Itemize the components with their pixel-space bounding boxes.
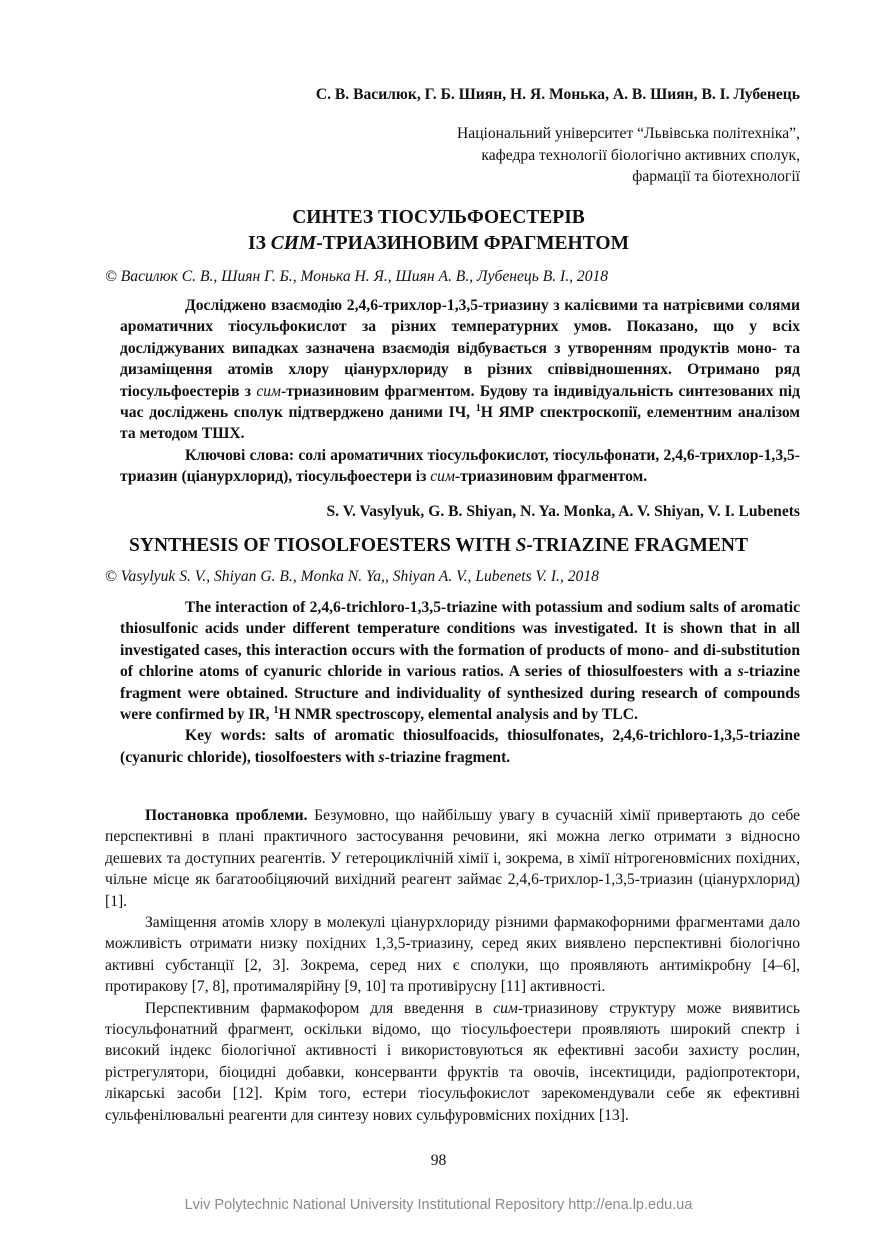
copyright-en: © Vasylyuk S. V., Shiyan G. B., Monka N. Ya,, Shiyan A. V., Lubenets V. I., 2018 <box>105 568 599 585</box>
text: Перспективним фармакофором для введення в <box>145 999 494 1017</box>
italic-text: s <box>737 663 744 681</box>
abstract-text <box>120 295 800 445</box>
title-line <box>0 231 877 257</box>
page-number: 98 <box>430 1152 447 1169</box>
copyright-ua: © Василюк С. В., Шиян Г. Б., Монька Н. Я., Шиян А. В., Лубенець В. І., 2018 <box>105 268 609 285</box>
italic-text: сим <box>256 382 281 400</box>
title-text: ІЗ <box>247 233 271 254</box>
text: Досліджено взаємодію 2,4,6-трихлор-1,3,5-триазину з калієвими та натрієвими солями ароматичних тіосульфокислот за різних температурних умов. Показано, що у всіх досліджуваних випадках зазначена взаємодія відбувається з утворенням продуктів моно- та дизаміщення атомів хлору ціанурхлориду в різних співвідношеннях. Отримано ряд тіосульфоестерів з <box>120 297 800 400</box>
abstract-ua <box>120 295 800 488</box>
affiliation-line: кафедра технології біологічно активних сполук, <box>481 146 800 164</box>
superscript: 1 <box>475 402 481 414</box>
title-italic: СИМ <box>270 233 317 254</box>
affiliation-line: фармації та біотехнології <box>632 168 800 185</box>
paragraph: Заміщення атомів хлору в молекулі ціанурхлориду різними фармакофорними фрагментами дало можливість отримати низку похідних 1,3,5-триазину, серед яких виявлено перспективні біологічно активні субстанції [2, 3]. Зокрема, серед них є сполуки, що проявляють антимікробну [4–6], протиракову [7, 8], протималярійну [9, 10] та противірусну [11] активності. <box>105 914 800 996</box>
superscript: 1 <box>273 704 279 716</box>
title-ua <box>0 205 877 257</box>
text: Key words: salts of aromatic thiosulfoacids, thiosulfonates, 2,4,6-trichloro-1,3,5-triazine (cyanuric chloride), tiosolfoesters with <box>120 727 800 766</box>
authors-en: S. V. Vasylyuk, G. B. Shiyan, N. Ya. Monka, A. V. Shiyan, V. I. Lubenets <box>326 503 800 520</box>
title-text: -ТРИАЗИНОВИМ ФРАГМЕНТОМ <box>316 233 629 254</box>
text: Н ЯМР спектроскопії, елементним аналізом та методом ТШХ. <box>120 404 800 443</box>
italic-text: сим <box>493 999 518 1017</box>
keywords-en <box>120 725 800 768</box>
affiliation <box>457 123 800 188</box>
text: -триазинову структуру може виявитись тіосульфонатний фрагмент, оскільки відомо, що тіосульфоестери проявляють широкий спектр і високий індекс біологічної активності і використовуються як ефективні засоби захисту рослин, рістрегулятори, біоцидні добавки, консерванти фруктів та овочів, інсектициди, радіопротектори, лікарські засоби [12]. Крім того, естери тіосульфокислот зарекомендували себе як ефективні сульфенілювальні реагенти для синтезу нових сульфуровмісних похідних [13]. <box>105 999 800 1124</box>
text: The interaction of 2,4,6-trichloro-1,3,5-triazine with potassium and sodium salts of aromatic thiosulfonic acids under different temperature conditions was investigated. It is shown that in all investigated cases, this interaction occurs with the formation of products of mono- and di-substitution of chlorine atoms of cyanuric chloride in various ratios. A series of thiosulfoesters with a <box>120 599 800 681</box>
title-line: СИНТЕЗ ТІОСУЛЬФОЕСТЕРІВ <box>292 207 585 228</box>
title-en <box>0 533 877 559</box>
text: H NMR spectroscopy, elemental analysis and by TLC. <box>278 706 638 724</box>
title-text: SYNTHESIS OF TIOSOLFOESTERS WITH <box>129 535 516 556</box>
affiliation-line: Національний університет “Львівська політехніка”, <box>457 125 800 142</box>
text: -triazine fragment. <box>384 748 511 766</box>
text: -триазиновим фрагментом. <box>454 468 648 486</box>
text: Ключові слова: солі ароматичних тіосульфокислот, тіосульфонати, 2,4,6-трихлор-1,3,5-триазин (ціанурхлорид), тіосульфоестери із <box>120 446 800 486</box>
text: Безумовно, що найбільшу увагу в сучасній хімії привертають до себе перспективні в плані практичного застосування речовини, які можна легко отримати з відносно дешевих та доступних реагентів. У гетероциклічній хімії і, зокрема, в хімії нітрогеновмісних похідних, чільне місце як багатообіцяючий вихідний реагент займає 2,4,6-трихлор-1,3,5-триазин (ціанурхлорид) [1]. <box>105 807 801 910</box>
abstract-text <box>120 597 800 725</box>
repository-footer: Lviv Polytechnic National University Institutional Repository http://ena.lp.edu.ua <box>184 1197 693 1213</box>
paragraph <box>105 998 800 1126</box>
title-italic: S <box>515 535 527 556</box>
keywords-ua <box>120 445 800 488</box>
text: -triazine fragment were obtained. Structure and individuality of synthesized during research of compounds were confirmed by IR, <box>120 663 800 724</box>
italic-text: сим <box>430 468 455 486</box>
text: -триазиновим фрагментом. Будову та індивідуальність синтезованих під час досліджень сполук підтверджено даними ІЧ, <box>120 382 800 422</box>
abstract-en <box>120 597 800 768</box>
title-text: -TRIAZINE FRAGMENT <box>526 535 748 556</box>
paragraph <box>105 805 800 912</box>
body-text <box>105 805 800 1126</box>
section-heading: Постановка проблеми. <box>145 807 308 824</box>
italic-text: s <box>378 748 385 766</box>
authors-ua: С. В. Василюк, Г. Б. Шиян, Н. Я. Монька, А. В. Шиян, В. І. Лубенець <box>315 86 800 103</box>
